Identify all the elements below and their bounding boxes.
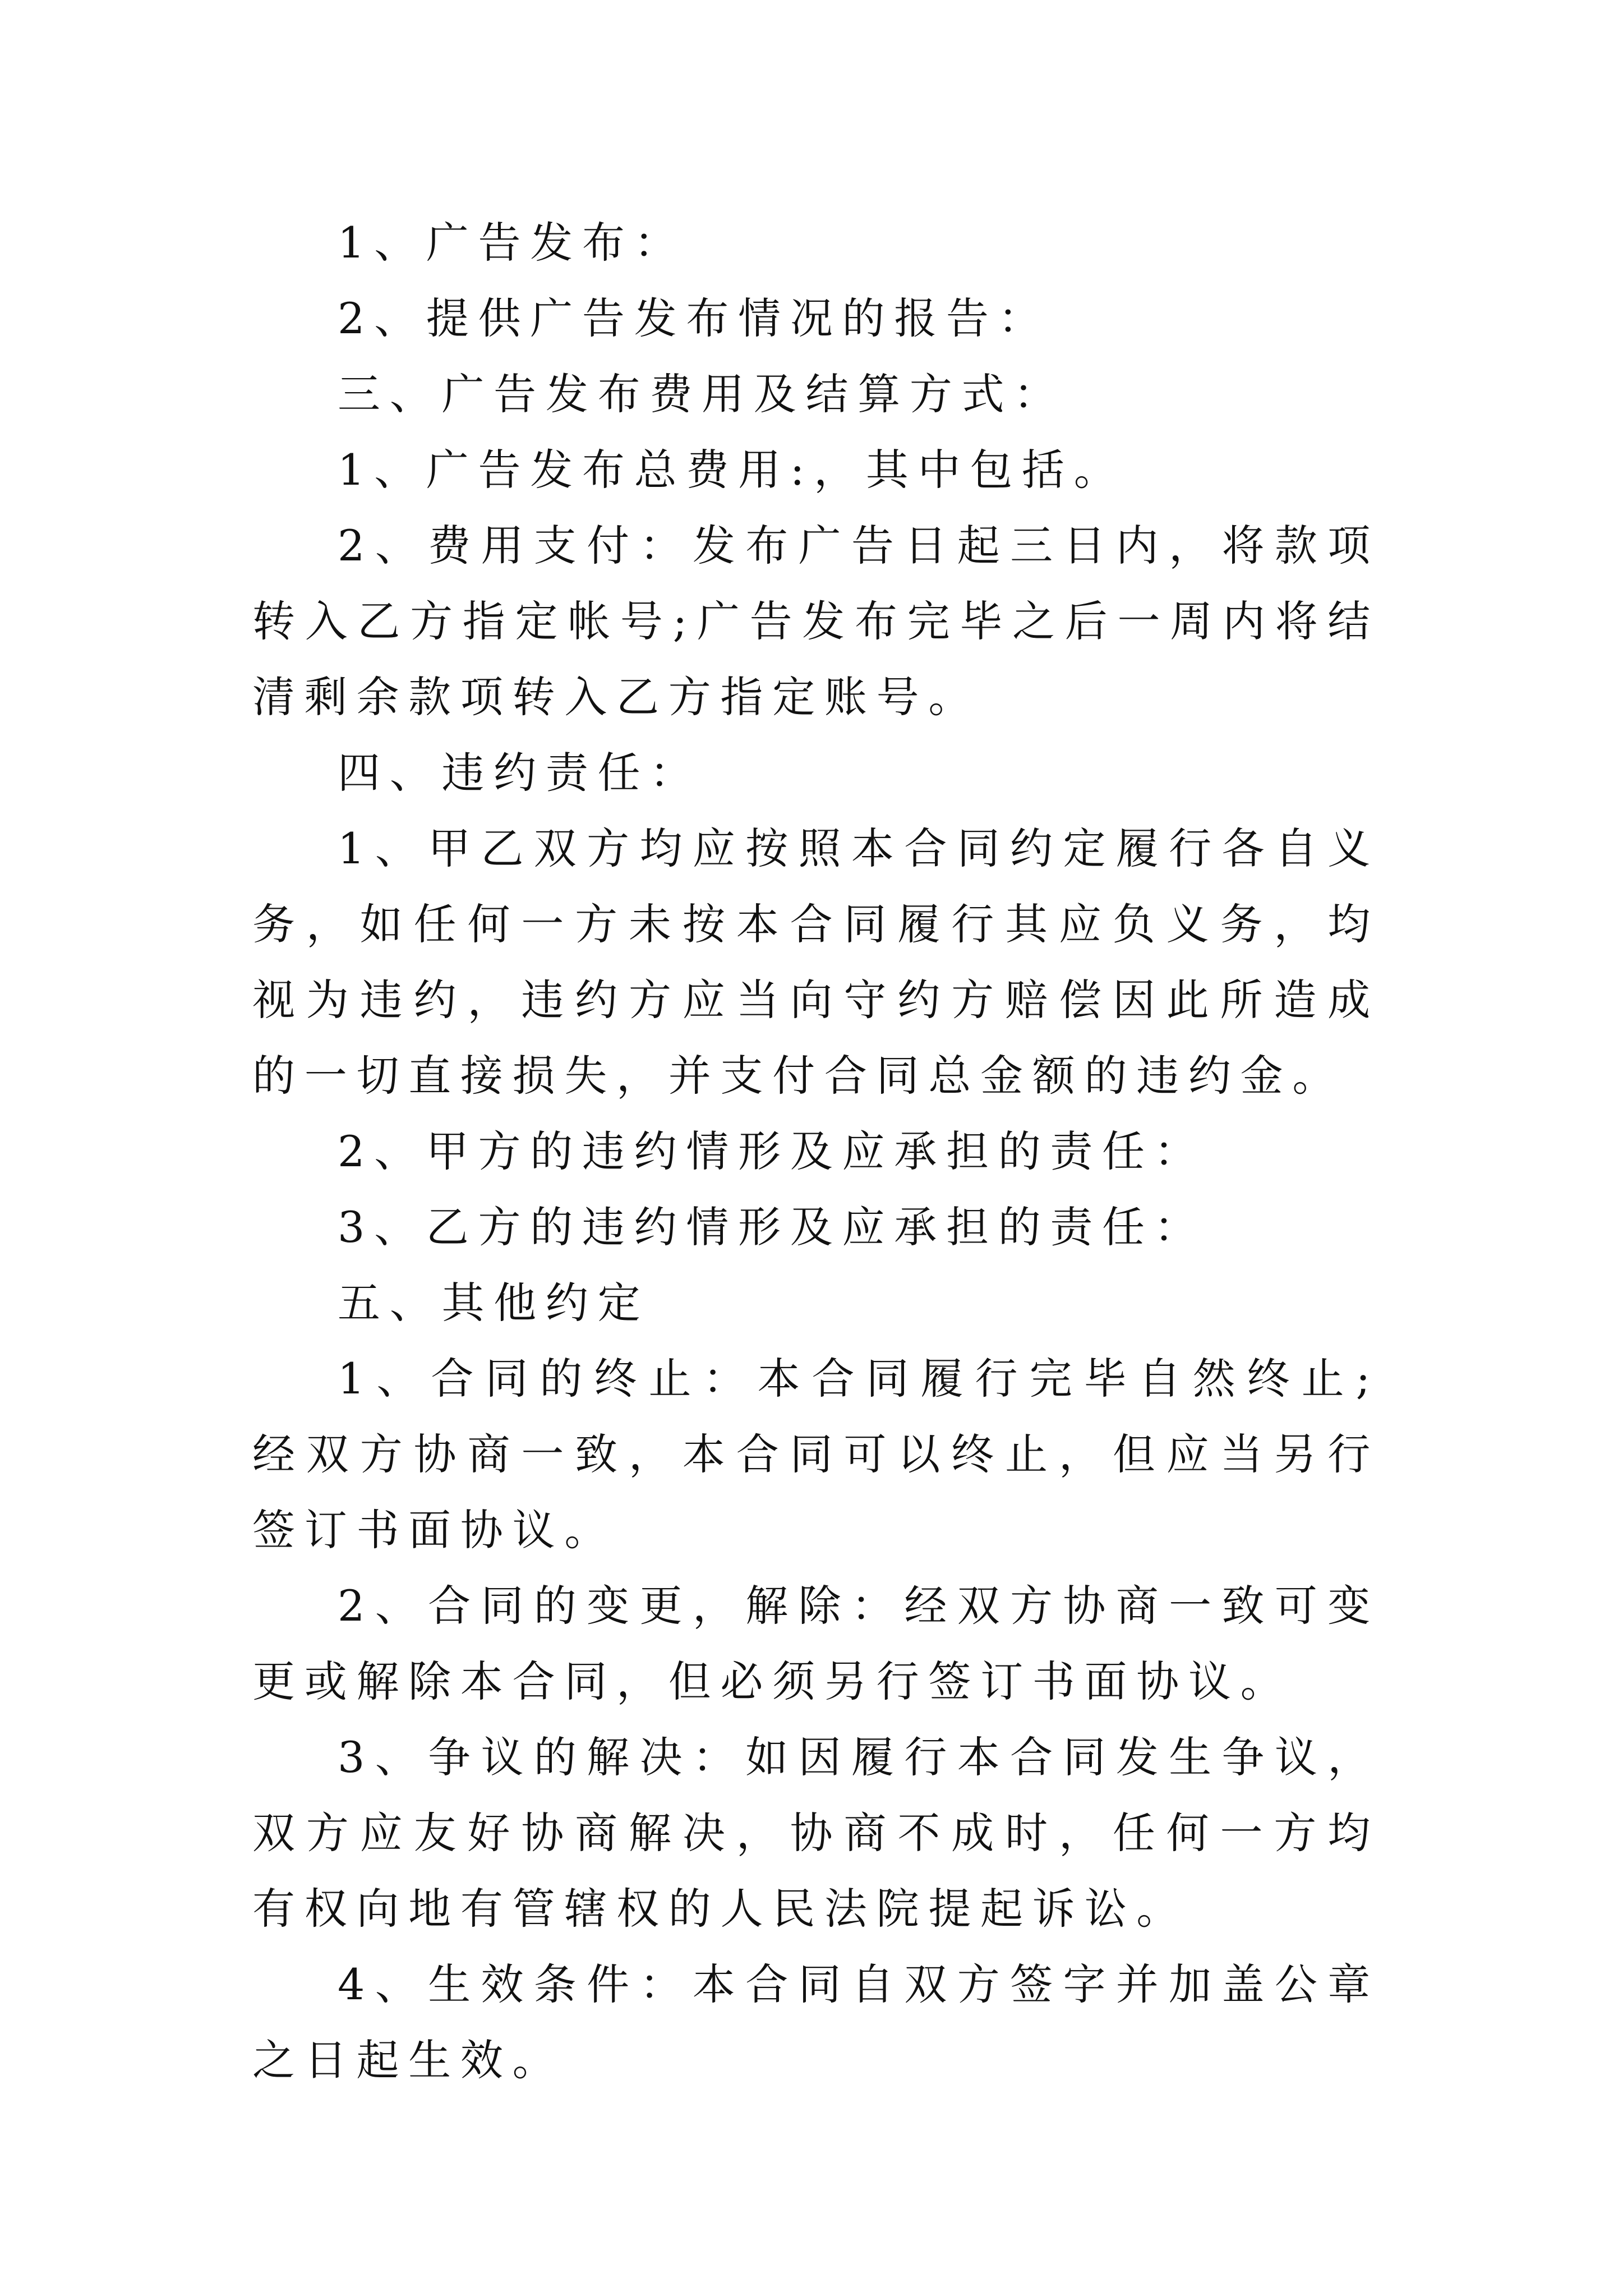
clause-paragraph: 2、合同的变更，解除：经双方协商一致可变更或解除本合同，但必须另行签订书面协议。 bbox=[252, 1581, 1380, 1706]
document-body bbox=[252, 205, 1380, 2098]
clause-paragraph: 3、乙方的违约情形及应承担的责任： bbox=[338, 1202, 1206, 1252]
section-heading: 四、违约责任： bbox=[338, 748, 702, 798]
clause-paragraph: 2、提供广告发布情况的报告： bbox=[338, 293, 1050, 343]
clause-paragraph: 1、广告发布： bbox=[338, 218, 686, 268]
section-heading: 三、广告发布费用及结算方式： bbox=[338, 369, 1066, 419]
clause-paragraph: 1、甲乙双方均应按照本合同约定履行各自义务，如任何一方未按本合同履行其应负义务，均视为违约，违约方应当向守约方赔偿因此所造成的一切直接损失，并支付合同总金额的违约金。 bbox=[252, 823, 1380, 1101]
clause-paragraph: 3、争议的解决：如因履行本合同发生争议，双方应友好协商解决，协商不成时，任何一方均有权向地有管辖权的人民法院提起诉讼。 bbox=[252, 1732, 1380, 1934]
section-heading: 五、其他约定 bbox=[338, 1278, 650, 1328]
clause-paragraph: 2、甲方的违约情形及应承担的责任： bbox=[338, 1126, 1206, 1176]
clause-paragraph: 1、合同的终止：本合同履行完毕自然终止;经双方协商一致，本合同可以终止，但应当另行签订书面协议。 bbox=[252, 1354, 1380, 1555]
clause-paragraph: 2、费用支付：发布广告日起三日内，将款项转入乙方指定帐号;广告发布完毕之后一周内将结清剩余款项转入乙方指定账号。 bbox=[252, 521, 1380, 722]
clause-paragraph: 1、广告发布总费用:，其中包括。 bbox=[338, 445, 1126, 495]
clause-paragraph: 4、生效条件：本合同自双方签字并加盖公章之日起生效。 bbox=[252, 1959, 1380, 2085]
